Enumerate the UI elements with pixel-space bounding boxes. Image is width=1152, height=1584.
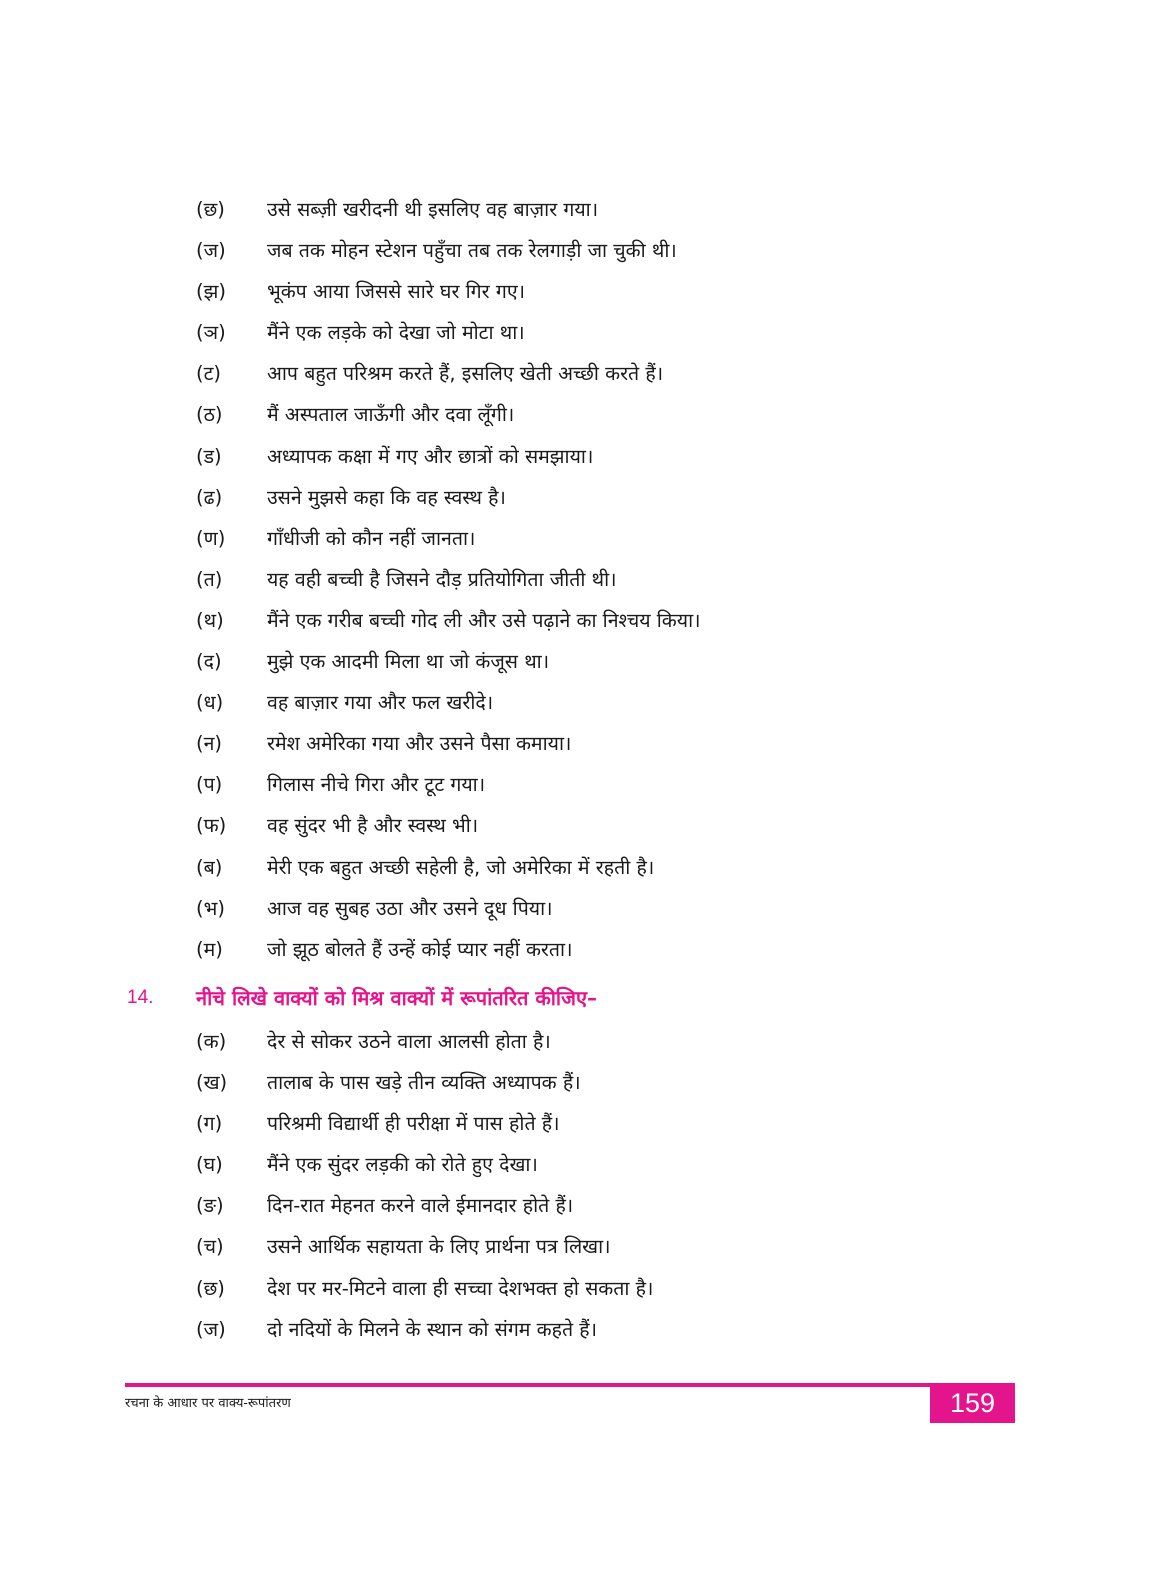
list-item	[0, 1226, 1152, 1267]
list-item	[0, 353, 1152, 394]
item-label: (फ)	[196, 814, 227, 838]
item-label: (भ)	[196, 896, 225, 920]
item-text: वह सुंदर भी है और स्वस्थ भी।	[267, 814, 479, 838]
item-text: आप बहुत परिश्रम करते हैं, इसलिए खेती अच्छी करते हैं।	[267, 362, 664, 386]
item-text: मैंने एक सुंदर लड़की को रोते हुए देखा।	[267, 1153, 538, 1177]
item-label: (ड)	[196, 444, 222, 468]
list-item	[0, 1309, 1152, 1350]
list-item	[0, 394, 1152, 435]
item-text: आज वह सुबह उठा और उसने दूध पिया।	[267, 896, 553, 920]
item-label: (न)	[196, 732, 223, 756]
list-item	[0, 1144, 1152, 1185]
list-item	[0, 1062, 1152, 1103]
item-text: तालाब के पास खड़े तीन व्यक्ति अध्यापक हैं।	[267, 1071, 581, 1095]
item-label: (ब)	[196, 855, 223, 879]
item-text: रमेश अमेरिका गया और उसने पैसा कमाया।	[267, 732, 572, 756]
item-text: यह वही बच्ची है जिसने दौड़ प्रतियोगिता जीती थी।	[267, 567, 617, 591]
item-label: (ख)	[196, 1071, 228, 1095]
item-label: (ढ)	[196, 485, 223, 509]
list-item	[0, 805, 1152, 846]
item-label: (थ)	[196, 608, 224, 632]
list-item	[0, 888, 1152, 929]
item-text: जो झूठ बोलते हैं उन्हें कोई प्यार नहीं करता।	[267, 937, 573, 961]
item-text: मैं अस्पताल जाऊँगी और दवा लूँगी।	[267, 403, 515, 427]
question-number: 14.	[127, 987, 154, 1008]
item-text: मेरी एक बहुत अच्छी सहेली है, जो अमेरिका में रहती है।	[267, 855, 655, 879]
item-label: (म)	[196, 937, 223, 961]
item-label: (ङ)	[196, 1194, 224, 1218]
item-label: (छ)	[196, 1276, 225, 1300]
list-item	[0, 559, 1152, 600]
item-text: उसने मुझसे कहा कि वह स्वस्थ है।	[267, 485, 506, 509]
list-item	[0, 723, 1152, 764]
exercise-list-continued	[0, 189, 1152, 970]
item-text: जब तक मोहन स्टेशन पहुँचा तब तक रेलगाड़ी जा चुकी थी।	[267, 239, 677, 263]
item-text: मैंने एक गरीब बच्ची गोद ली और उसे पढ़ाने का निश्चय किया।	[267, 608, 701, 632]
item-label: (क)	[196, 1030, 227, 1053]
list-item	[0, 1268, 1152, 1309]
footer-divider	[125, 1383, 1015, 1387]
item-label: (ज)	[196, 239, 226, 263]
item-text: उसे सब्ज़ी खरीदनी थी इसलिए वह बाज़ार गया।	[267, 198, 599, 221]
list-item	[0, 929, 1152, 970]
item-label: (घ)	[196, 1153, 223, 1177]
item-text: दो नदियों के मिलने के स्थान को संगम कहते हैं।	[267, 1317, 598, 1341]
item-label: (ण)	[196, 526, 226, 550]
item-label: (त)	[196, 567, 223, 591]
item-label: (ग)	[196, 1112, 223, 1136]
list-item	[0, 1021, 1152, 1062]
list-item	[0, 1103, 1152, 1144]
list-item	[0, 764, 1152, 805]
item-text: मुझे एक आदमी मिला था जो कंजूस था।	[267, 650, 550, 674]
item-label: (ठ)	[196, 403, 223, 427]
item-text: परिश्रमी विद्यार्थी ही परीक्षा में पास होते हैं।	[267, 1112, 560, 1136]
item-text: अध्यापक कक्षा में गए और छात्रों को समझाया।	[267, 444, 594, 468]
item-text: मैंने एक लड़के को देखा जो मोटा था।	[267, 321, 525, 345]
item-label: (ज)	[196, 1317, 226, 1341]
list-item	[0, 189, 1152, 230]
item-text: दिन-रात मेहनत करने वाले ईमानदार होते हैं।	[267, 1194, 574, 1218]
page-number: 159	[930, 1383, 1015, 1423]
item-text: भूकंप आया जिससे सारे घर गिर गए।	[267, 280, 525, 304]
chapter-title: रचना के आधार पर वाक्य-रूपांतरण	[125, 1396, 291, 1411]
item-label: (झ)	[196, 280, 226, 304]
item-label: (ञ)	[196, 321, 226, 345]
list-item	[0, 518, 1152, 559]
item-label: (ध)	[196, 691, 224, 715]
list-item	[0, 312, 1152, 353]
list-item	[0, 847, 1152, 888]
item-text: देर से सोकर उठने वाला आलसी होता है।	[267, 1030, 551, 1053]
item-label: (च)	[196, 1235, 224, 1259]
item-text: देश पर मर-मिटने वाला ही सच्चा देशभक्त हो सकता है।	[267, 1276, 654, 1300]
list-item	[0, 641, 1152, 682]
item-label: (द)	[196, 650, 222, 674]
question-heading	[0, 978, 1152, 1018]
item-label: (छ)	[196, 198, 225, 221]
item-label: (प)	[196, 773, 223, 797]
item-text: गिलास नीचे गिरा और टूट गया।	[267, 773, 486, 797]
list-item	[0, 682, 1152, 723]
list-item	[0, 271, 1152, 312]
item-text: वह बाज़ार गया और फल खरीदे।	[267, 691, 494, 715]
list-item	[0, 230, 1152, 271]
list-item	[0, 600, 1152, 641]
item-label: (ट)	[196, 362, 222, 386]
item-text: गाँधीजी को कौन नहीं जानता।	[267, 526, 476, 550]
list-item	[0, 477, 1152, 518]
list-item	[0, 1185, 1152, 1226]
item-text: उसने आर्थिक सहायता के लिए प्रार्थना पत्र लिखा।	[267, 1235, 611, 1259]
question-text: नीचे लिखे वाक्यों को मिश्र वाक्यों में रूपांतरित कीजिए–	[196, 986, 598, 1010]
exercise-list-question-14	[0, 1021, 1152, 1350]
list-item	[0, 436, 1152, 477]
